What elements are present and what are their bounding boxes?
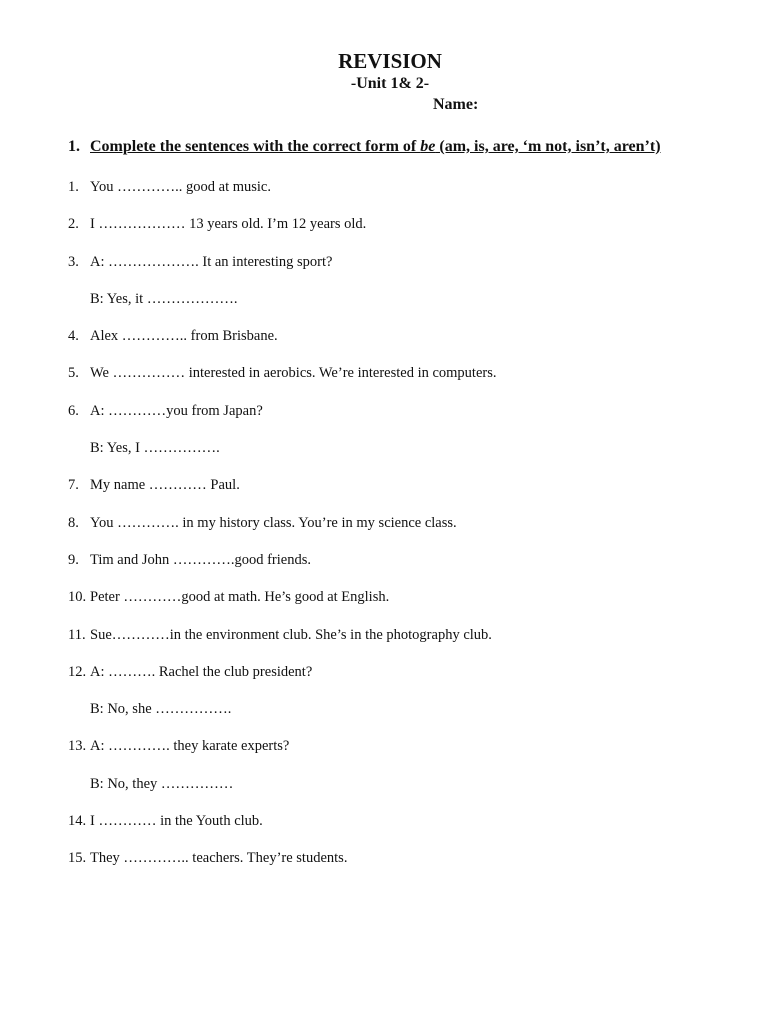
exercise-line — [68, 661, 497, 698]
exercise-number: 1. — [68, 179, 79, 195]
exercise-line — [68, 847, 497, 884]
exercise-text: My name ………… Paul. — [90, 477, 240, 494]
exercise-line — [68, 325, 497, 362]
section-instruction — [90, 138, 661, 155]
exercise-line — [68, 586, 497, 623]
exercise-text: Sue…………in the environment club. She’s in the photography club. — [90, 626, 492, 643]
exercise-text: A: ………. Rachel the club president? — [90, 663, 313, 680]
exercise-text: We …………… interested in aerobics. We’re interested in computers. — [90, 365, 497, 382]
exercise-number: 3. — [68, 253, 79, 270]
exercise-number: 2. — [68, 216, 79, 233]
exercise-number: 13. — [68, 738, 87, 755]
exercise-text: B: Yes, it ………………. — [90, 290, 238, 307]
instruction-italic: be — [420, 138, 436, 155]
exercise-line — [68, 549, 497, 586]
exercise-list — [68, 176, 497, 885]
exercise-line — [68, 288, 497, 325]
exercise-text: I ………… in the Youth club. — [90, 813, 263, 830]
exercise-line — [68, 474, 497, 511]
exercise-number: 6. — [68, 402, 79, 419]
exercise-text: B: No, she ……………. — [90, 701, 232, 718]
exercise-number: 15. — [68, 850, 87, 867]
exercise-number: 10. — [68, 589, 87, 606]
exercise-line — [68, 362, 497, 399]
exercise-line — [68, 512, 497, 549]
exercise-text: A: …………you from Japan? — [90, 402, 263, 419]
section-number: 1. — [68, 138, 80, 155]
exercise-line — [68, 698, 497, 735]
exercise-line — [68, 400, 497, 437]
exercise-text: B: Yes, I ……………. — [90, 440, 220, 457]
exercise-line — [68, 624, 497, 661]
exercise-text: Tim and John ………….good friends. — [90, 551, 311, 568]
document-subtitle: -Unit 1& 2- — [350, 75, 430, 92]
exercise-number: 9. — [68, 551, 79, 568]
document-title: REVISION — [338, 49, 442, 73]
exercise-text: A: …………. they karate experts? — [90, 738, 290, 755]
exercise-text: A: ………………. It an interesting sport? — [90, 253, 333, 270]
exercise-text: Peter …………good at math. He’s good at English. — [90, 589, 390, 606]
instruction-after: (am, is, are, ‘m not, isn’t, aren’t) — [435, 138, 661, 155]
exercise-text: Alex ………….. from Brisbane. — [90, 328, 278, 345]
exercise-line — [68, 437, 497, 474]
instruction-before: Complete the sentences with the correct form of — [90, 138, 421, 155]
exercise-number: 4. — [68, 328, 79, 345]
exercise-number: 7. — [68, 477, 79, 494]
exercise-text: I ……………… 13 years old. I’m 12 years old. — [90, 216, 367, 233]
exercise-text: You …………. in my history class. You’re in my science class. — [90, 514, 457, 531]
exercise-line — [68, 213, 497, 250]
section-heading — [68, 136, 661, 158]
exercise-line — [68, 773, 497, 810]
exercise-text: They ………….. teachers. They’re students. — [90, 850, 348, 867]
name-label: Name: — [433, 96, 479, 113]
exercise-line — [68, 810, 497, 847]
exercise-text: B: No, they …………… — [90, 775, 234, 792]
exercise-text: You ………….. good at music. — [90, 179, 271, 195]
exercise-number: 12. — [68, 663, 87, 680]
exercise-line — [68, 735, 497, 772]
exercise-line — [68, 251, 497, 288]
exercise-number: 14. — [68, 813, 87, 830]
exercise-line — [68, 176, 497, 213]
exercise-number: 5. — [68, 365, 79, 382]
exercise-number: 8. — [68, 514, 79, 531]
exercise-number: 11. — [68, 626, 86, 643]
